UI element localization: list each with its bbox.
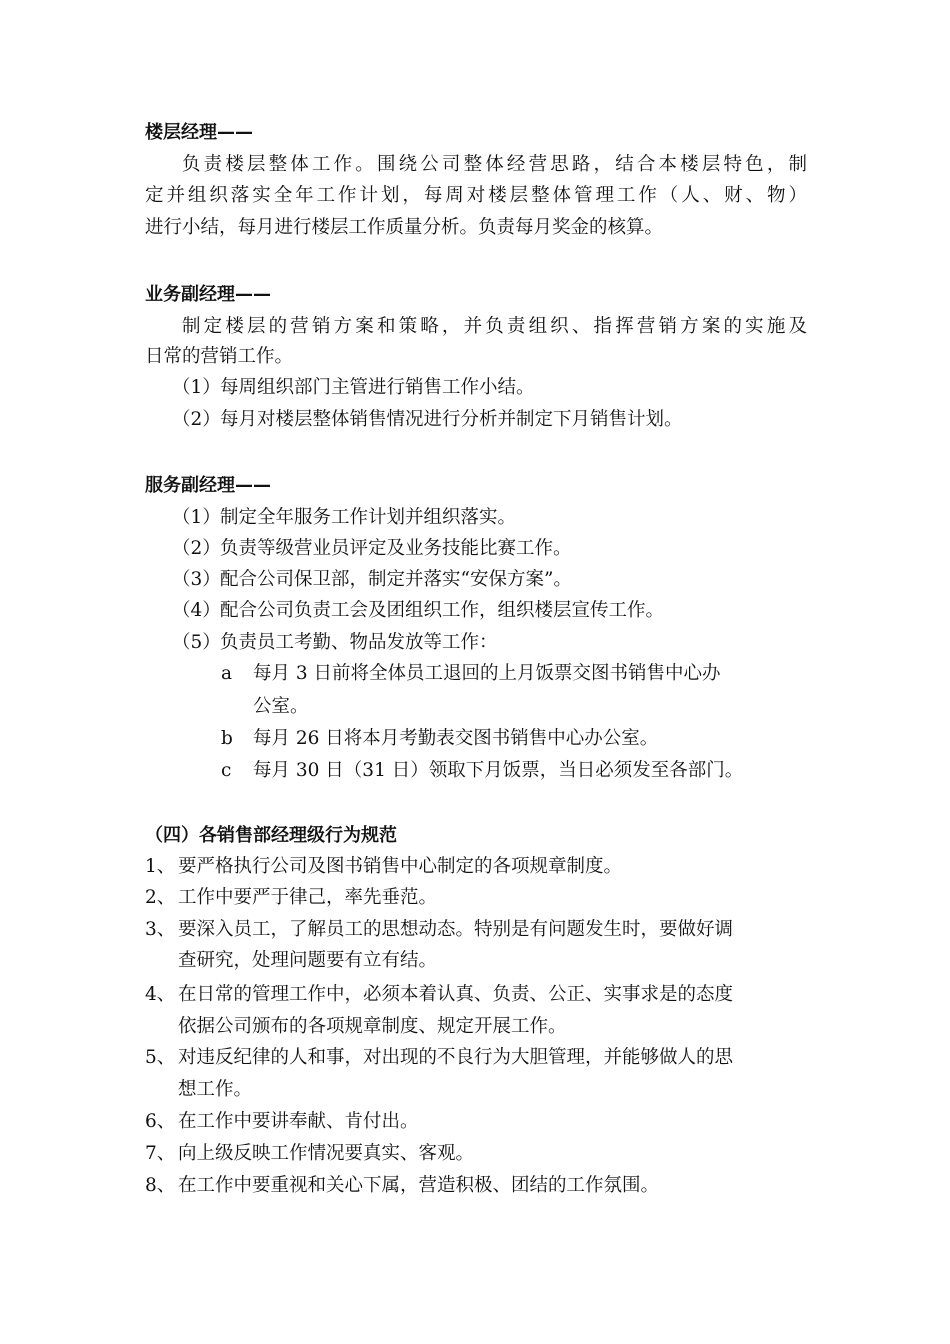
floor-manager-line-1: 负责楼层整体工作。围绕公司整体经营思路，结合本楼层特色，制	[182, 154, 807, 175]
service-deputy-item-1: （1）制定全年服务工作计划并组织落实。	[172, 507, 517, 528]
conduct-item-2: 2、 工作中要严于律己，率先垂范。	[145, 887, 438, 908]
floor-manager-title: 楼层经理——	[145, 122, 253, 143]
conduct-item-7: 7、 向上级反映工作情况要真实、客观。	[145, 1143, 475, 1164]
business-deputy-line-1: 制定楼层的营销方案和策略，并负责组织、指挥营销方案的实施及	[182, 316, 807, 337]
service-deputy-item-5: （5）负责员工考勤、物品发放等工作：	[172, 632, 498, 653]
business-deputy-title: 业务副经理——	[145, 284, 271, 305]
conduct-item-8: 8、 在工作中要重视和关心下属，营造积极、团结的工作氛围。	[145, 1175, 660, 1196]
conduct-item-6: 6、 在工作中要讲奉献、肯付出。	[145, 1111, 419, 1132]
conduct-item-4: 4、 在日常的管理工作中，必须本着认真、负责、公正、实事求是的态度	[145, 984, 734, 1005]
service-subitem-c: c 每月 30 日（31 日）领取下月饭票，当日必须发至各部门。	[221, 760, 744, 781]
service-subitem-a: a 每月 3 日前将全体员工退回的上月饭票交图书销售中心办	[221, 663, 721, 684]
conduct-item-5: 5、 对违反纪律的人和事，对出现的不良行为大胆管理，并能够做人的思	[145, 1047, 734, 1068]
service-deputy-title: 服务副经理——	[145, 475, 271, 496]
conduct-item-4-cont: 依据公司颁布的各项规章制度、规定开展工作。	[178, 1016, 567, 1037]
service-deputy-item-4: （4）配合公司负责工会及团组织工作，组织楼层宣传工作。	[172, 600, 665, 621]
business-deputy-item-2: （2）每月对楼层整体销售情况进行分析并制定下月销售计划。	[172, 409, 683, 430]
conduct-item-5-cont: 想工作。	[178, 1079, 253, 1100]
conduct-title: （四）各销售部经理级行为规范	[145, 825, 397, 846]
service-subitem-b: b 每月 26 日将本月考勤表交图书销售中心办公室。	[221, 728, 659, 749]
service-subitem-a-cont: 公室。	[253, 696, 309, 717]
floor-manager-line-2: 定并组织落实全年工作计划，每周对楼层整体管理工作（人、财、物）	[145, 185, 807, 206]
business-deputy-item-1: （1）每周组织部门主管进行销售工作小结。	[172, 377, 535, 398]
conduct-item-1: 1、 要严格执行公司及图书销售中心制定的各项规章制度。	[145, 856, 623, 877]
service-deputy-item-2: （2）负责等级营业员评定及业务技能比赛工作。	[172, 538, 572, 559]
floor-manager-line-3: 进行小结，每月进行楼层工作质量分析。负责每月奖金的核算。	[145, 217, 664, 238]
conduct-item-3-cont: 查研究，处理问题要有立有结。	[178, 950, 438, 971]
conduct-item-3: 3、 要深入员工，了解员工的思想动态。特别是有问题发生时，要做好调	[145, 919, 734, 940]
business-deputy-line-2: 日常的营销工作。	[145, 346, 294, 367]
service-deputy-item-3: （3）配合公司保卫部，制定并落实“安保方案”。	[172, 569, 572, 590]
